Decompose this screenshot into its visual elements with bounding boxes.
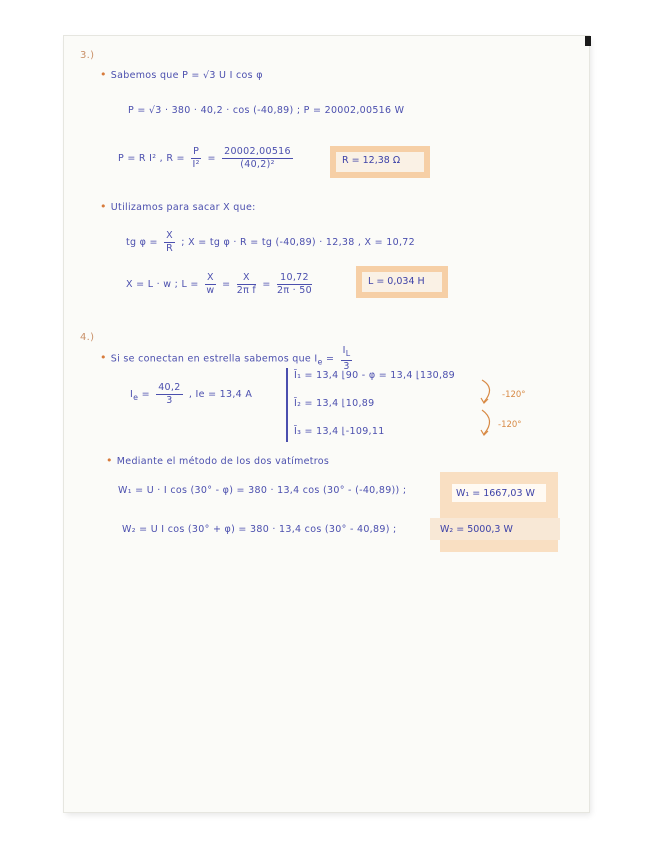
frac-den: R [166, 243, 174, 254]
fraction-x-over-r [164, 230, 175, 255]
frac-num: P [193, 146, 200, 157]
frac-den: w [206, 285, 215, 296]
current-i2: Ī₂ = 13,4 ⌊10,89 [294, 398, 375, 409]
fraction-value [277, 272, 312, 297]
equation-wattmeter-1: W₁ = U · I cos (30° - φ) = 380 · 13,4 cos (30° - (-40,89)) ; [118, 485, 407, 496]
page-edge-mark [585, 36, 591, 46]
frac-den: 2π · 50 [276, 285, 312, 296]
fraction-il-over-3 [341, 345, 353, 373]
subscript: e [317, 357, 323, 367]
current-i1: Ī₁ = 13,4 ⌊90 - φ = 13,4 ⌊130,89 [294, 370, 456, 381]
result-wattmeter-2: W₂ = 5000,3 W [440, 524, 513, 535]
subscript: L [345, 348, 351, 358]
section-3-bullet-2 [100, 200, 256, 213]
fraction-x-over-2pif [237, 272, 256, 297]
system-bracket [286, 368, 288, 442]
section-3-bullet-1 [100, 68, 263, 81]
equation-inductance [126, 272, 315, 297]
section-4-bullet-1 [100, 345, 355, 373]
frac-num: X [166, 230, 173, 241]
equation-reactance [126, 230, 415, 255]
phase-shift-arrows [474, 376, 514, 446]
bullet-icon: • [106, 454, 113, 467]
bullet-icon: • [100, 351, 107, 365]
equals: = [325, 353, 335, 365]
current-i3: Ī₃ = 13,4 ⌊-109,11 [294, 426, 385, 437]
bullet-1-text: Sabemos que P = √3 U I cos φ [110, 70, 263, 81]
section-4-bullet-2 [106, 454, 329, 467]
phase-note-2: -120° [498, 420, 522, 430]
frac-num-main: I [342, 345, 346, 356]
fraction-x-over-w [205, 272, 216, 297]
frac-den: 2π f [236, 285, 257, 296]
bullet-2-text: Utilizamos para sacar X que: [110, 202, 256, 213]
eq-r-lead: P = R I² , R = [118, 153, 185, 164]
equals: = [222, 279, 231, 290]
eq-x-lead: X = L · w ; L = [126, 279, 199, 290]
result-inductance: L = 0,034 H [368, 276, 425, 287]
equals: = [207, 153, 216, 164]
ie-lead: I [130, 389, 134, 400]
frac-den: I² [192, 159, 200, 170]
section-3-number: 3.) [80, 50, 95, 61]
equals: = [262, 279, 271, 290]
bullet-1-text: Si se conectan en estrella sabemos que I [110, 353, 318, 365]
bullet-icon: • [100, 68, 107, 81]
frac-den: 3 [343, 360, 350, 372]
phase-note-1: -120° [502, 390, 526, 400]
equation-power: P = √3 · 380 · 40,2 · cos (-40,89) ; P = 20002,00516 W [128, 105, 405, 116]
subscript: e [133, 392, 139, 402]
equation-phase-current [130, 382, 252, 407]
result-wattmeter-1: W₁ = 1667,03 W [456, 488, 535, 499]
bullet-2-text: Mediante el método de los dos vatímetros [116, 456, 330, 467]
bullet-icon: • [100, 200, 107, 213]
fraction-value [222, 146, 293, 171]
ie-result: , Ie = 13,4 A [188, 389, 253, 400]
frac-num: 10,72 [277, 272, 312, 285]
frac-num: 20002,00516 [224, 146, 291, 157]
frac-den: (40,2)² [240, 159, 275, 170]
fraction-p-over-i2 [191, 146, 201, 171]
result-resistance: R = 12,38 Ω [342, 155, 401, 166]
equals: = [141, 389, 150, 400]
frac-num: X [237, 272, 256, 285]
frac-num: X [206, 272, 214, 283]
eq-tg-rest: ; X = tg φ · R = tg (-40,89) · 12,38 , X = 10,72 [181, 237, 415, 248]
eq-tg-lead: tg φ = [126, 237, 158, 248]
equation-wattmeter-2: W₂ = U I cos (30° + φ) = 380 · 13,4 cos (30° - 40,89) ; [122, 524, 397, 535]
frac-num [341, 345, 353, 361]
fraction-ie [156, 382, 182, 407]
equation-resistance [118, 146, 296, 171]
frac-num: 40,2 [158, 382, 181, 393]
frac-den: 3 [166, 395, 173, 406]
section-4-number: 4.) [80, 332, 95, 343]
